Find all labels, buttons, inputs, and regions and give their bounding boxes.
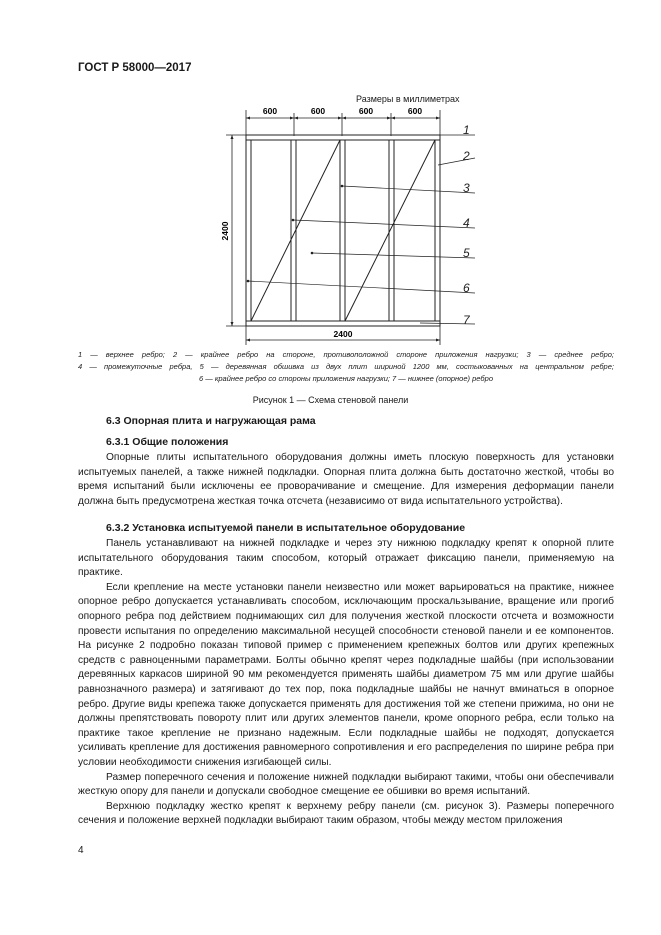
right-end-stud bbox=[435, 140, 440, 321]
callout-4: 4 bbox=[463, 216, 470, 230]
section-6-3-title: 6.3 Опорная плита и нагружающая рама bbox=[106, 415, 316, 427]
section-6-3-1-body bbox=[78, 451, 614, 509]
top-dim-4: 600 bbox=[407, 106, 423, 116]
callout-6: 6 bbox=[463, 281, 470, 295]
paragraph: Панель устанавливают на нижней подкладке и через эту нижнюю подкладку крепят к опорной плите испытательного оборудования таким способом, который отражает фиксацию панели, применяемую на практике. bbox=[78, 538, 614, 579]
height-dim-label: 2400 bbox=[220, 221, 230, 241]
paragraph: Размер поперечного сечения и положение нижней подкладки выбирают такими, чтобы они обеспечивали жесткую опору для панели и допускали свободное смещение ее обшивки во время испытаний. bbox=[78, 771, 614, 798]
width-dim-label: 2400 bbox=[333, 329, 353, 339]
paragraph: Верхнюю подкладку жестко крепят к верхнему ребру панели (см. рисунок 3). Размеры поперечного сечения и положение верхней подкладки выбирают таким образом, чтобы между местом приложения bbox=[78, 800, 614, 827]
section-6-3-2-title: 6.3.2 Установка испытуемой панели в испытательное оборудование bbox=[106, 522, 466, 534]
panel-frame bbox=[246, 135, 440, 326]
section-6-3-2-body bbox=[78, 537, 614, 829]
top-dim-3: 600 bbox=[358, 106, 374, 116]
callout-1: 1 bbox=[463, 123, 470, 137]
units-note: Размеры в миллиметрах bbox=[356, 94, 460, 104]
left-end-stud bbox=[246, 140, 251, 321]
paragraph: Опорные плиты испытательного оборудования должны иметь плоскую поверхность для установки испытуемых панелей, а также нижней подкладки. Опорная плита должна быть достаточно жесткой, чтобы во время испытаний были исключены ее проворачивание и смещение. Для измерения деформации панели должна быть предусмотрена жесткая точка отсчета (независимо от вида испытательного устройства). bbox=[78, 452, 614, 507]
figure-caption: Рисунок 1 — Схема стеновой панели bbox=[252, 395, 409, 405]
sheathing-diagonal-right bbox=[345, 140, 435, 321]
callout-7: 7 bbox=[463, 313, 470, 327]
figure-legend-line-1: 1 — верхнее ребро; 2 — крайнее ребро на стороне, противоположной стороне приложения нагрузки; 3 — среднее ребро; bbox=[78, 350, 614, 359]
callout-5: 5 bbox=[463, 246, 470, 260]
document-header: ГОСТ Р 58000—2017 bbox=[78, 62, 192, 74]
panel-outline bbox=[246, 135, 440, 326]
figure-legend-line-3: 6 — крайнее ребро со стороны приложения нагрузки; 7 — нижнее (опорное) ребро bbox=[199, 374, 493, 383]
page-number: 4 bbox=[78, 845, 84, 856]
top-dim-1: 600 bbox=[262, 106, 278, 116]
top-dim-2: 600 bbox=[310, 106, 326, 116]
bottom-plate bbox=[246, 321, 440, 326]
callout-2: 2 bbox=[463, 149, 470, 163]
wall-panel-diagram bbox=[0, 0, 661, 380]
section-6-3-1-title: 6.3.1 Общие положения bbox=[106, 436, 229, 448]
figure-legend-line-2: 4 — промежуточные ребра, 5 — деревянная обшивка из двух плит шириной 1200 мм, состыкованных на центральном ребре; bbox=[78, 362, 614, 371]
top-plate bbox=[246, 135, 440, 140]
paragraph: Если крепление на месте установки панели неизвестно или может варьироваться на практике, нижнее опорное ребро допускается устанавливать способом, исключающим проскальзывание, вращение или прогиб опорного ребра под действием поднимающих сил для получения жесткой плоскости отсчета и возможности провести испытания по определению максимальной несущей способности стеновой панели и ее компонентов. На рисунке 2 подробно показан типовой пример с применением крепежных болтов или других крепежных средств с равноценными параметрами. Болты обычно крепят через подкладные шайбы (при использовании деревянных каркасов шириной 90 мм рекомендуется применять шайбы диаметром 75 мм или другие шайбы равнозначного размера) и затягивают до тех пор, пока подкладные шайбы не начнут вминаться в опорное ребро. Другие виды крепежа также допускается применять для достижения той же степени прижима, но они не должны препятствовать повороту плит или других элементов панели, кроме опорного ребра, если только на практике такое крепление не признано надежным. Если подкладные шайбы не подходят, допускается усиливать крепление для достижения равномерного сопротивления и его распределения по ширине ребра при условии необходимости снижения изгибающей силы. bbox=[78, 581, 614, 768]
leader-lines bbox=[248, 135, 475, 324]
callout-3: 3 bbox=[463, 181, 470, 195]
center-stud bbox=[340, 140, 345, 321]
leader-dots bbox=[247, 185, 344, 283]
